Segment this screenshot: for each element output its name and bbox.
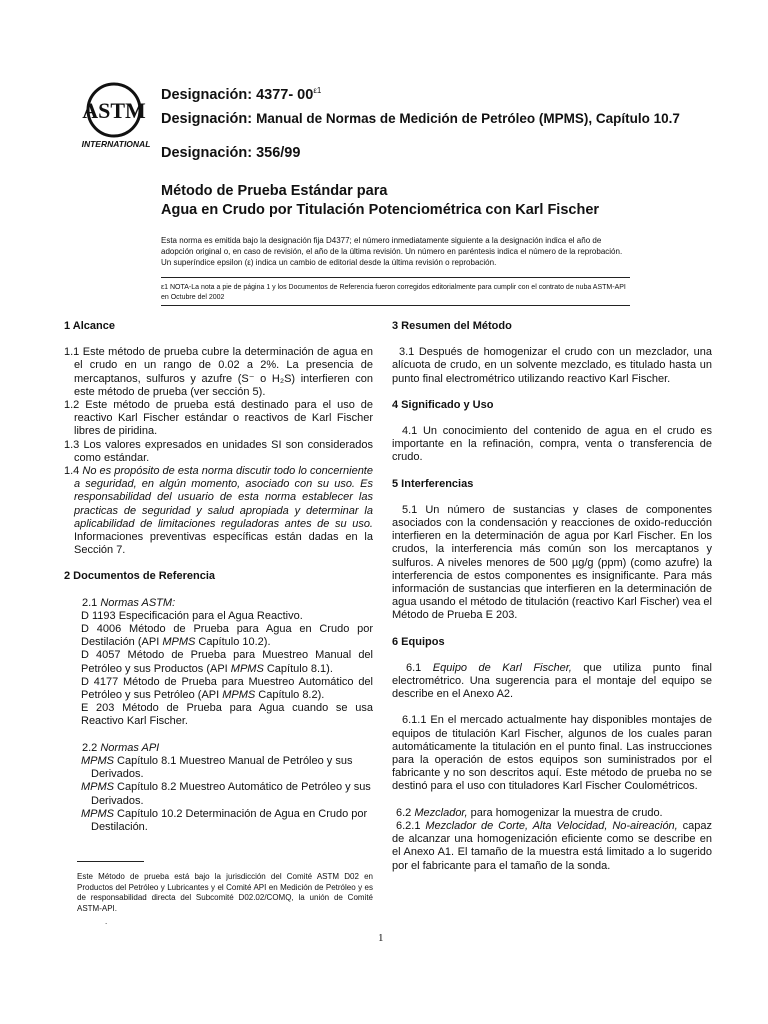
section-heading: 4 Significado y Uso xyxy=(392,398,494,411)
footnote-rule xyxy=(77,861,144,862)
api-ref: MPMS Capítulo 10.2 Determinación de Agua en Crudo por Destilación. xyxy=(81,807,368,833)
paragraph: 6.1 Equipo de Karl Fischer, que utiliza punto final electrométrico. Una sugerencia para el montaje del equipo se describe en el Anexo A2. xyxy=(392,661,712,701)
ref-e203: E 203 Método de Prueba para Agua cuando se usa Reactivo Karl Fischer. xyxy=(81,702,373,728)
section-heading: 3 Resumen del Método xyxy=(392,320,512,332)
paragraph: 4.1 Un conocimiento del contenido de agua en el crudo es importante en la refinación, compra, venta o transferencia de crudo. xyxy=(392,425,712,464)
paragraph: 2.2 Normas API xyxy=(82,741,160,754)
paragraph: 6.2.1 Mezclador de Corte, Alta Velocidad, No-aireación, capaz de alcanzar una homogenización eficiente como se describe en el Anexo A1. El tamaño de la muestra está limitado a lo sugerido por el fabricante para el tamaño de la sonda. xyxy=(392,819,712,872)
api-ref: MPMS Capítulo 8.1 Muestreo Manual de Petróleo y sus Derivados. xyxy=(81,754,353,781)
paragraph: 3.1 Después de homogenizar el crudo con un mezclador, una alícuota de crudo, en un solvente mezclado, es titulado hasta un punto final electrométrico utilizando reactivo Karl Fischer. xyxy=(392,346,712,385)
astm-logo xyxy=(80,78,154,150)
section-heading: 5 Interferencias xyxy=(392,477,474,490)
paragraph: 1.4 No es propósito de esta norma discutir todo lo concerniente a seguridad, en algún momento, asociado con su uso. Es responsabilidad del usuario de esta norma establecer las practicas de seguridad y salud apropiada y determinar la aplicabilidad de limitaciones reguladoras antes de su uso. Informaciones preventivas específicas están dadas en la Sección 7. xyxy=(64,465,373,557)
ref-d1193: D 1193 Especificación para el Agua Reactivo. xyxy=(81,609,303,622)
left-column xyxy=(64,320,373,834)
designation-2: Designación: Manual de Normas de Medición de Petróleo (MPMS), Capítulo 10.7 xyxy=(161,111,680,127)
ref-d4177: D 4177 Método de Prueba para Muestreo Automático del Petróleo y sus Petróleo (API MPMS Capítulo 8.2). xyxy=(81,675,373,702)
section-heading: 6 Equipos xyxy=(392,635,445,648)
designation-1: Designación: 4377- $00^{\varepsilon 1}$ xyxy=(161,86,322,103)
paragraph: 1.1 Este método de prueba cubre la determinación de agua en el crudo en un rango de 0.02 a 2%. La presencia de mercaptanos, sulfuros y azufre (S⁻ o H₂S) interfieren con este método de prueba (ver sección 5). xyxy=(64,346,373,398)
ref-d4057: D 4057 Método de Prueba para Muestreo Manual del Petróleo y sus Productos (API MPMS Capítulo 8.1). xyxy=(81,649,373,675)
section-heading: 1 Alcance xyxy=(64,320,115,332)
paragraph: 2.1 Normas ASTM: xyxy=(82,596,176,609)
api-ref: MPMS Capítulo 8.2 Muestreo Automático de Petróleo y sus Derivados. xyxy=(81,781,371,807)
doc-title: Método de Prueba Estándar para Agua en Crudo por Titulación Potenciométrica con Karl Fischer xyxy=(161,183,600,218)
divider xyxy=(161,277,630,278)
paragraph: 1.3 Los valores expresados en unidades SI son considerados como estándar. xyxy=(64,438,373,464)
logo-text: ASTM xyxy=(82,98,146,123)
astm-list xyxy=(64,610,373,729)
section-heading: 2 Documentos de Referencia xyxy=(64,570,215,583)
paragraph: 6.1.1 En el mercado actualmente hay disponibles montajes de equipos de titulación Karl Fischer, algunos de los cuales paran automáticamente la titulación en el punto final. Las instrucciones para la operación de estos equipos son suministrados por el fabricante y no son descritos aquí. Este método de prueba no se destinó para el uso con tituladores Karl Fischer Coulométricos. xyxy=(392,714,712,793)
paragraph: 1.2 Este método de prueba está destinado para el uso de reactivo Karl Fischer estándar o reactivos de Karl Fischer libres de piridina. xyxy=(64,399,373,438)
divider xyxy=(161,305,630,306)
designation-3: Designación: 356/99 xyxy=(161,145,301,161)
footnote-dot: . xyxy=(105,917,108,926)
logo-sub: INTERNATIONAL xyxy=(81,139,151,149)
ref-d4006: D 4006 Método de Prueba para Agua en Crudo por Destilación (API MPMS Capítulo 10.2). xyxy=(81,623,373,649)
paragraph: 6.2 Mezclador, para homogenizar la muestra de crudo. xyxy=(396,806,663,819)
editorial-note: ε1 NOTA-La nota a pie de página 1 y los Documentos de Referencia fueron corregidos editorialmente para cumplir con el contrato de nuba ASTM-API en Octubre del 2002 xyxy=(161,284,626,301)
right-column xyxy=(392,320,712,873)
api-refs xyxy=(64,742,373,834)
page-number: 1 xyxy=(378,932,384,944)
footnote: Este Método de prueba está bajo la jurisdicción del Comité ASTM D02 en Productos del Petróleo y Lubricantes y el Comité API en Medición de Petróleo y es de responsabilidad directa del Subcomité D02.02/COMQ, la unión de Comité ASTM-API. xyxy=(77,872,373,913)
paragraph: 5.1 Un número de sustancias y clases de componentes asociados con la condensación y reacciones de oxido-reducción interfieren en la determinación de agua por Karl Fischer. En los crudos, la interferencia más común son los mercaptanos y sulfuros. A niveles menores de 500 µg/g (ppm) (como azufre) la interferencia de estos componentes es insignificante. Para más información de sustancias que interfieren en la determinación de agua usando el método de titulación (reactivo Karl Fischer) vea el Método de Prueba E 203. xyxy=(392,503,712,622)
astm-refs xyxy=(64,597,373,610)
intro-note: Esta norma es emitida bajo la designación fija D4377; el número inmediatamente siguiente a la designación indica el año de adopción original o, en caso de revisión, el año de la última revisión. Un número en paréntesis indica el número de la reprobación. Un superíndice epsilon (ε) indica un cambio de editorial desde la última revisión o reprobación. xyxy=(161,236,623,267)
